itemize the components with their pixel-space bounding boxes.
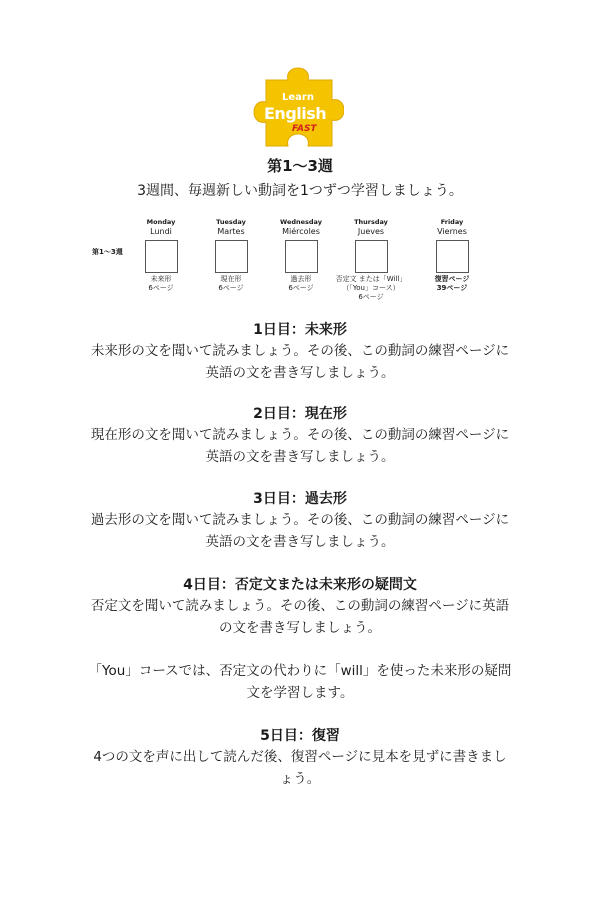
day-checkbox[interactable] (355, 240, 388, 273)
logo-english-text: English (264, 104, 327, 123)
day-name-local: Viernes (437, 227, 467, 236)
day3-section (40, 489, 560, 553)
page-subtitle: 3週間、毎週新しい動詞を1つずつ学習しましょう。 (137, 183, 463, 199)
day2-body: 現在形の文を聞いて読みましょう。その後、この動詞の練習ページに 英語の文を書き写しましょう。 (90, 427, 510, 465)
day-checkbox[interactable] (285, 240, 318, 273)
day-checkbox[interactable] (145, 240, 178, 273)
day2-heading: 2日目：現在形 (253, 406, 347, 422)
day1-section (40, 320, 560, 384)
day3-heading: 3日目：過去形 (253, 491, 347, 507)
day-name-local: Martes (217, 227, 245, 236)
page-title: 第1〜3週 (267, 157, 333, 175)
day-name-local: Lundi (150, 227, 172, 236)
day-task-label: 復習ページ 39ページ (434, 275, 470, 292)
day-task-label: 未来形 6ページ (148, 275, 174, 292)
day5-body: 4つの文を声に出して読んだ後、復習ページに見本を見ずに書きまし ょう。 (93, 749, 507, 787)
schedule-day-friday (407, 218, 497, 293)
day-checkbox[interactable] (215, 240, 248, 273)
day1-heading: 1日目：未来形 (253, 322, 347, 338)
day4-body: 否定文を聞いて読みましょう。その後、この動詞の練習ページに英語 の文を書き写しましょう。 (90, 598, 510, 636)
day-checkbox[interactable] (436, 240, 469, 273)
day-name-en: Wednesday (280, 218, 322, 226)
day3-body: 過去形の文を聞いて読みましょう。その後、この動詞の練習ページに 英語の文を書き写しましょう。 (90, 512, 510, 550)
day-task-label: 過去形 6ページ (288, 275, 314, 292)
day-task-label: 現在形 6ページ (218, 275, 244, 292)
day-name-en: Thursday (354, 218, 388, 226)
day1-body: 未来形の文を聞いて読みましょう。その後、この動詞の練習ページに 英語の文を書き写しましょう。 (90, 343, 510, 381)
day4-note-body: 「You」コースでは、否定文の代わりに「will」を使った未来形の疑問 文を学習します。 (88, 663, 512, 701)
day-name-en: Tuesday (216, 218, 246, 226)
logo-fast-text: FAST (292, 124, 317, 134)
day4-you-course-note (40, 660, 560, 704)
day4-section (40, 575, 560, 639)
weekly-schedule (0, 0, 600, 300)
day5-heading: 5日目：復習 (260, 728, 340, 744)
day2-section (40, 404, 560, 468)
schedule-row-label: 第1〜3週 (92, 248, 123, 256)
day-task-label: 否定文 または「Will」 （「You」コース） 6ページ (335, 275, 407, 301)
logo-learn-text: Learn (282, 92, 314, 103)
schedule-day-thursday (326, 218, 416, 302)
day4-heading: 4日目：否定文または未来形の疑問文 (183, 577, 417, 593)
day-name-local: Jueves (357, 227, 385, 236)
day-name-en: Friday (440, 218, 464, 226)
day-name-local: Miércoles (282, 227, 320, 236)
day-name-en: Monday (146, 218, 176, 226)
day5-section (40, 726, 560, 790)
